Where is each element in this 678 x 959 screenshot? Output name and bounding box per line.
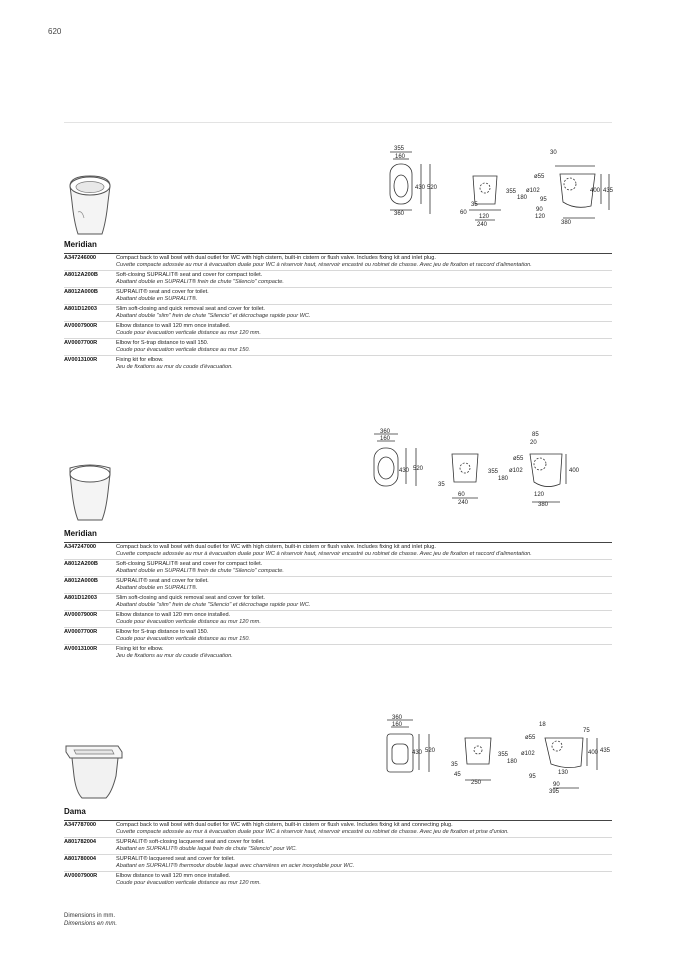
- product-code: AV0007900R: [64, 612, 98, 618]
- description-en: SUPRALIT® seat and cover for toilet.: [116, 578, 209, 584]
- dim-label: 355: [498, 752, 509, 758]
- product-code: AV0007700R: [64, 340, 98, 346]
- dim-label: 355: [506, 189, 517, 195]
- table-row: [64, 854, 612, 871]
- table-row: [64, 871, 612, 888]
- description-en: Slim soft-closing and quick removal seat and cover for toilet.: [116, 306, 265, 312]
- dim-label: 120: [534, 492, 545, 498]
- dim-label: 35: [438, 482, 445, 488]
- product-code: AV0007700R: [64, 629, 98, 635]
- dim-label: 400: [569, 468, 580, 474]
- description-fr: Coude pour évacuation verticale distance au mur 150.: [116, 347, 251, 353]
- description-fr: Jeu de fixations au mur du coude d'évacuation.: [116, 364, 233, 370]
- table-row: [64, 542, 612, 559]
- dim-label: ø102: [509, 468, 523, 474]
- description-en: SUPRALIT® soft-closing lacquered seat and cover for toilet.: [116, 839, 265, 845]
- dim-label: ø55: [513, 456, 524, 462]
- description-en: Soft-closing SUPRALIT® seat and cover for compact toilet.: [116, 272, 263, 278]
- dim-label: 130: [558, 770, 569, 776]
- table-row: [64, 610, 612, 627]
- dim-label: 35: [451, 762, 458, 768]
- dim-label: 355: [488, 469, 499, 475]
- description-en: Elbow distance to wall 120 mm once installed.: [116, 323, 231, 329]
- page-number: 620: [48, 27, 62, 36]
- description-fr: Coude pour évacuation verticale distance au mur 120 mm.: [116, 880, 261, 886]
- dim-label: 240: [477, 222, 488, 228]
- description-en: Soft-closing SUPRALIT® seat and cover for compact toilet.: [116, 561, 263, 567]
- description-en: Compact back to wall bowl with dual outlet for WC with high cistern, built-in cistern or flush valve. Includes fixing kit and connecting plug.: [116, 822, 453, 828]
- product-code: A347246000: [64, 255, 97, 261]
- table-row: [64, 253, 612, 270]
- dim-label: 240: [458, 500, 469, 506]
- product-code: A801D12003: [64, 595, 97, 601]
- description-en: Elbow for S-trap distance to wall 150.: [116, 340, 209, 346]
- table-row: [64, 820, 612, 837]
- meridian-toilet-photo: [64, 172, 116, 243]
- product-code: AV0007900R: [64, 323, 98, 329]
- section-title: Dama: [64, 807, 86, 816]
- dim-label: 435: [600, 748, 611, 754]
- dim-label: 520: [427, 185, 438, 191]
- description-fr: Abattant en SUPRALIT® thermodur double laqué avec charnières en acier inoxydable pour WC.: [116, 863, 355, 869]
- meridian-toilet-photo: [64, 458, 116, 529]
- dim-label: 85: [532, 432, 539, 438]
- dim-label: 360: [392, 715, 403, 721]
- dim-label: 380: [561, 220, 572, 226]
- description-en: Fixing kit for elbow.: [116, 646, 164, 652]
- dim-label: 90: [553, 782, 560, 788]
- description-fr: Abattant double "slim" frein de chute "Silencio" et décrochage rapide pour WC.: [116, 602, 311, 608]
- section-title: Meridian: [64, 240, 97, 249]
- dim-label: 360: [394, 211, 405, 217]
- description-en: Compact back to wall bowl with dual outlet for WC with high cistern, built-in cistern or flush valve. Includes fixing kit and inlet plug.: [116, 255, 436, 261]
- dim-label: 180: [517, 195, 528, 201]
- description-fr: Abattant double en SUPRALIT®.: [116, 296, 198, 302]
- product-code: AV0007900R: [64, 873, 98, 879]
- dim-label: 430: [399, 468, 410, 474]
- table-row: [64, 321, 612, 338]
- description-en: Elbow distance to wall 120 mm once installed.: [116, 873, 231, 879]
- top-divider: [64, 122, 612, 123]
- description-fr: Jeu de fixations au mur du coude d'évacuation.: [116, 653, 233, 659]
- dim-label: 430: [412, 750, 423, 756]
- dim-label: 18: [539, 722, 546, 728]
- description-fr: Cuvette compacte adossée au mur à évacuation duale pour WC à réservoir haut, réservoir encastré ou robinet de chasse. Avec jeu de fixation et prise d'union.: [116, 829, 509, 835]
- dim-label: 120: [479, 214, 490, 220]
- table-row: [64, 304, 612, 321]
- dim-label: 355: [394, 146, 405, 152]
- table-row: [64, 593, 612, 610]
- description-fr: Abattant double en SUPRALIT® frein de chute "Silencio" compacte.: [116, 568, 284, 574]
- dim-label: 30: [550, 150, 557, 156]
- product-code: AV0013100R: [64, 646, 98, 652]
- section-title: Meridian: [64, 529, 97, 538]
- description-fr: Abattant double en SUPRALIT® frein de chute "Silencio" compacte.: [116, 279, 284, 285]
- table-row: [64, 287, 612, 304]
- footnote-fr: Dimensions en mm.: [64, 921, 118, 927]
- product-code: AV0013100R: [64, 357, 98, 363]
- dim-label: 520: [413, 466, 424, 472]
- product-table: [64, 542, 612, 661]
- dama-toilet-photo: [62, 736, 126, 805]
- dim-label: 45: [454, 772, 461, 778]
- product-code: A801780004: [64, 856, 97, 862]
- dim-label: 20: [530, 440, 537, 446]
- dim-label: 400: [590, 188, 601, 194]
- dim-label: 60: [458, 492, 465, 498]
- dim-label: 520: [425, 748, 436, 754]
- dim-label: ø55: [534, 174, 545, 180]
- description-en: Compact back to wall bowl with dual outlet for WC with high cistern, built-in cistern or flush valve. Includes fixing kit and inlet plug.: [116, 544, 436, 550]
- description-fr: Cuvette compacte adossée au mur à évacuation duale pour WC à réservoir haut, réservoir encastré ou robinet de chasse. Avec jeu de fixation et raccord d'alimentation.: [116, 262, 532, 268]
- table-row: [64, 837, 612, 854]
- product-code: A8012A200B: [64, 561, 98, 567]
- description-fr: Abattant en SUPRALIT® double laqué frein de chute "Silencio" pour WC.: [116, 846, 297, 852]
- description-en: SUPRALIT® seat and cover for toilet.: [116, 289, 209, 295]
- description-fr: Coude pour évacuation verticale distance au mur 150.: [116, 636, 251, 642]
- description-fr: Cuvette compacte adossée au mur à évacuation duale pour WC à réservoir haut, réservoir encastré ou robinet de chasse. Avec jeu de fixation et raccord d'alimentation.: [116, 551, 532, 557]
- dim-label: ø102: [526, 188, 540, 194]
- dama-technical-drawing: [383, 714, 617, 801]
- dim-label: 395: [549, 789, 560, 795]
- table-row: [64, 644, 612, 661]
- dim-label: 360: [380, 429, 391, 435]
- meridian-technical-drawing: [385, 144, 615, 235]
- table-row: [64, 627, 612, 644]
- product-code: A801782004: [64, 839, 97, 845]
- footnote-en: Dimensions in mm.: [64, 913, 116, 919]
- description-en: Slim soft-closing and quick removal seat and cover for toilet.: [116, 595, 265, 601]
- dim-label: 250: [471, 780, 482, 786]
- table-row: [64, 559, 612, 576]
- description-fr: Coude pour évacuation verticale distance au mur 120 mm.: [116, 330, 261, 336]
- description-en: Elbow for S-trap distance to wall 150.: [116, 629, 209, 635]
- table-row: [64, 270, 612, 287]
- description-en: SUPRALIT® lacquered seat and cover for toilet.: [116, 856, 235, 862]
- product-code: A8012A000B: [64, 289, 98, 295]
- product-table: [64, 253, 612, 372]
- dim-label: 380: [538, 502, 549, 508]
- description-en: Fixing kit for elbow.: [116, 357, 164, 363]
- dim-label: 180: [498, 476, 509, 482]
- dim-label: 90: [536, 207, 543, 213]
- description-fr: Abattant double "slim" frein de chute "Silencio" et décrochage rapide pour WC.: [116, 313, 311, 319]
- description-fr: Abattant double en SUPRALIT®.: [116, 585, 198, 591]
- description-en: Elbow distance to wall 120 mm once installed.: [116, 612, 231, 618]
- dim-label: ø55: [525, 735, 536, 741]
- product-code: A347787000: [64, 822, 97, 828]
- table-row: [64, 355, 612, 372]
- dim-label: 60: [460, 210, 467, 216]
- dim-label: 400: [588, 750, 599, 756]
- dim-label: 160: [395, 154, 406, 160]
- dim-label: 95: [540, 197, 547, 203]
- dim-label: 435: [603, 188, 614, 194]
- product-code: A8012A000B: [64, 578, 98, 584]
- footnote: [64, 912, 117, 928]
- dim-label: 35: [471, 202, 478, 208]
- dim-label: 120: [535, 214, 546, 220]
- product-table: [64, 820, 612, 888]
- product-code: A801D12003: [64, 306, 97, 312]
- table-row: [64, 576, 612, 593]
- dim-label: 430: [415, 185, 426, 191]
- product-code: A8012A200B: [64, 272, 98, 278]
- meridian-technical-drawing: [370, 428, 590, 515]
- dim-label: 180: [507, 759, 518, 765]
- description-fr: Coude pour évacuation verticale distance au mur 120 mm.: [116, 619, 261, 625]
- dim-label: ø102: [521, 751, 535, 757]
- product-code: A347247000: [64, 544, 97, 550]
- table-row: [64, 338, 612, 355]
- dim-label: 95: [529, 774, 536, 780]
- dim-label: 75: [583, 728, 590, 734]
- dim-label: 160: [380, 436, 391, 442]
- dim-label: 160: [392, 722, 403, 728]
